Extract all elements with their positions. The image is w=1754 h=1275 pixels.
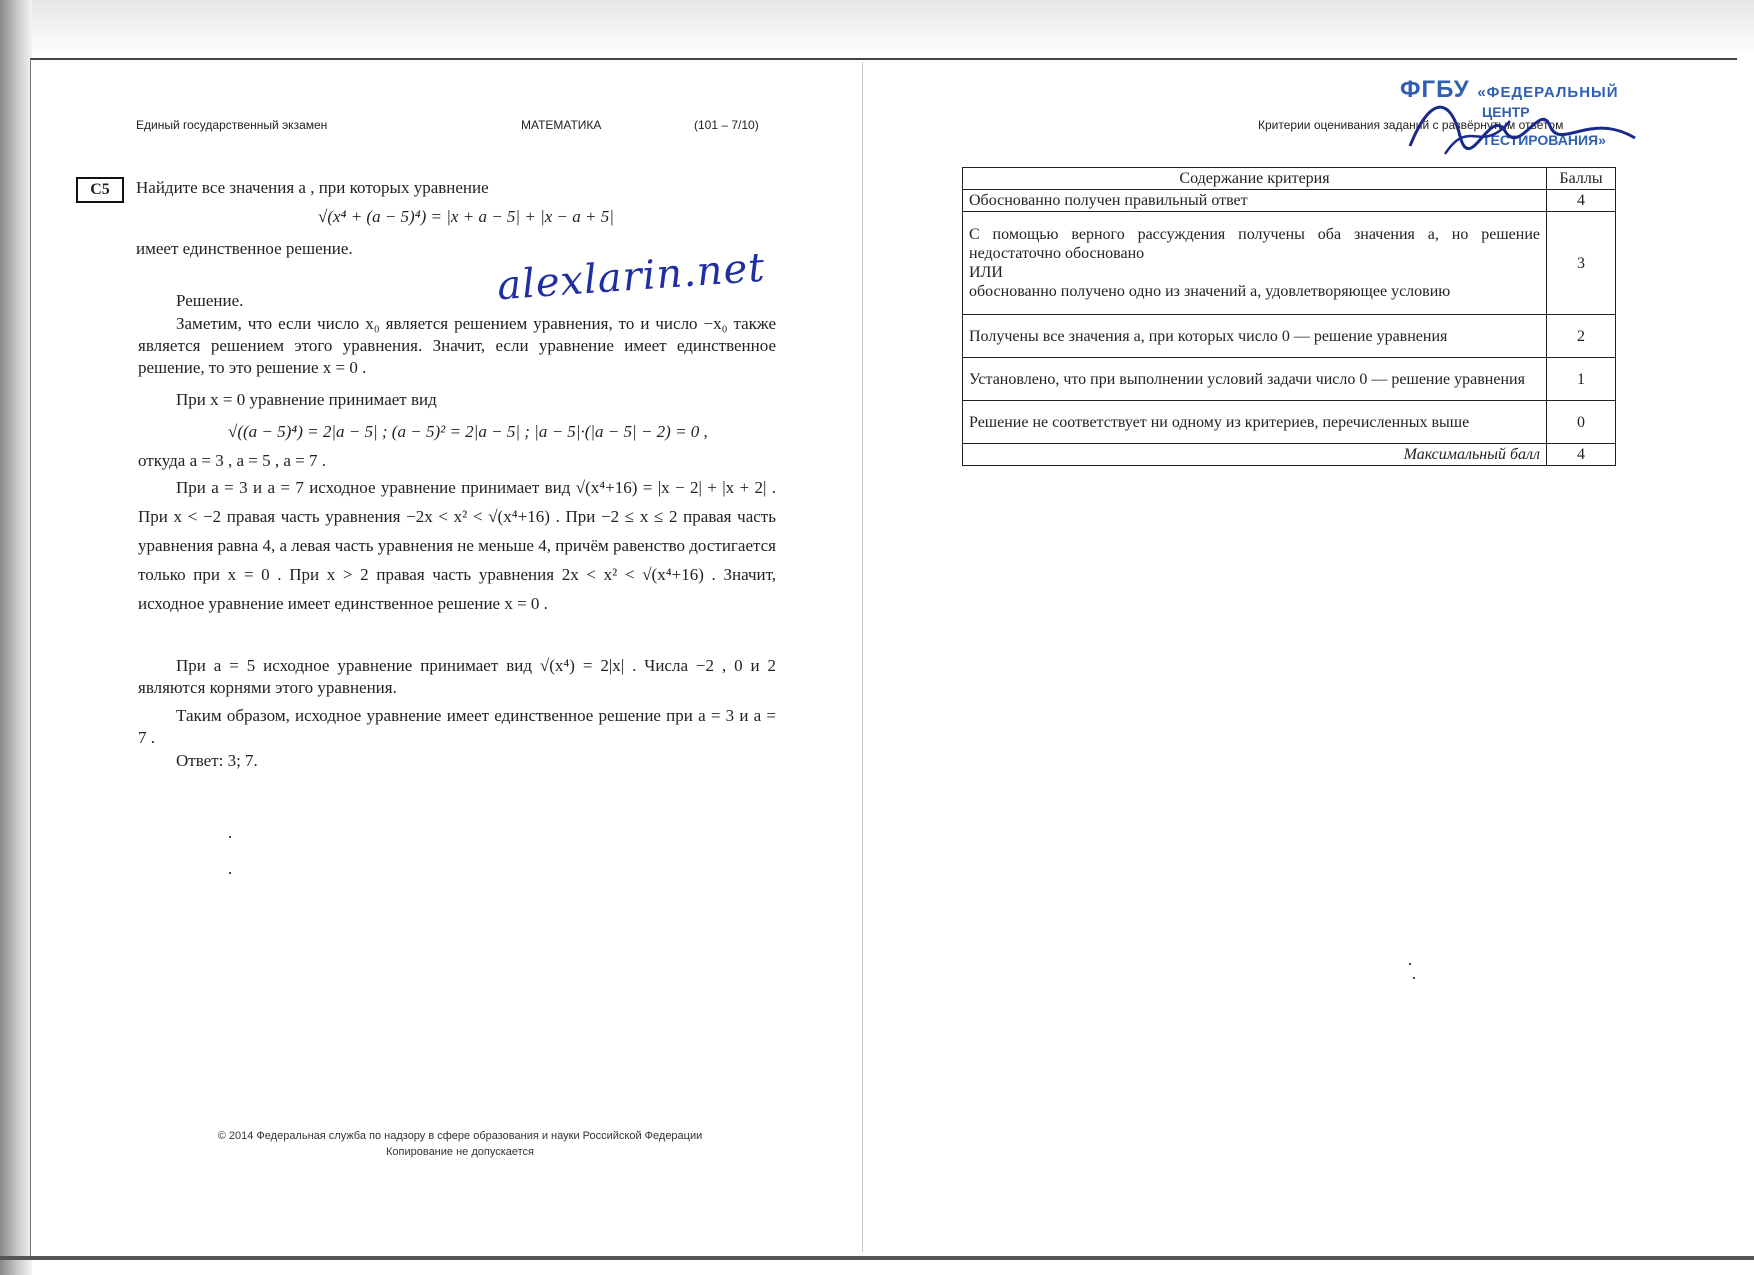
- solution-formula-a: √((a − 5)⁴) = 2|a − 5| ; (a − 5)² = 2|a − 5| ; |a − 5|·(|a − 5| − 2) = 0 ,: [228, 422, 708, 441]
- table-row: [963, 190, 1616, 212]
- page-fold-line: [862, 62, 863, 1252]
- table-header-score: Баллы: [1547, 168, 1616, 190]
- criterion-text: С помощью верного рассуждения получены оба значения a, но решение недостаточно обосновано ИЛИ обоснованно получено одно из значений a, удовлетворяющее условию: [963, 212, 1547, 315]
- table-max-row: [963, 444, 1616, 466]
- table-header-criterion: Содержание критерия: [963, 168, 1547, 190]
- task-equation: √(x⁴ + (a − 5)⁴) = |x + a − 5| + |x − a + 5|: [318, 207, 614, 226]
- stamp-line3: ТЕСТИРОВАНИЯ»: [1482, 132, 1606, 148]
- footer-copyright: © 2014 Федеральная служба по надзору в сфере образования и науки Российской Федерации: [217, 1130, 703, 1142]
- criterion-score: 1: [1547, 358, 1616, 401]
- task-condition: имеет единственное решение.: [136, 239, 353, 258]
- scan-speck: [1409, 963, 1411, 965]
- max-score-label: Максимальный балл: [963, 444, 1547, 466]
- scan-speck: [229, 836, 231, 838]
- task-number-badge: С5: [76, 177, 124, 203]
- criterion-score: 2: [1547, 315, 1616, 358]
- criterion-text: Получены все значения a, при которых число 0 — решение уравнения: [963, 315, 1547, 358]
- criterion-text: Решение не соответствует ни одному из критериев, перечисленных выше: [963, 401, 1547, 444]
- header-code: (101 – 7/10): [694, 118, 759, 132]
- table-row: [963, 212, 1616, 315]
- solution-paragraph-symmetry: Заметим, что если число x₀ является решением уравнения, то и число −x₀ также является решением этого уравнения. Значит, если уравнение имеет единственное решение, то это решение x = 0 .: [138, 314, 776, 377]
- footer-no-copy: Копирование не допускается: [385, 1146, 534, 1158]
- right-header: Критерии оценивания заданий с развёрнутым ответом: [1258, 118, 1564, 132]
- solution-a-values: откуда a = 3 , a = 5 , a = 7 .: [138, 451, 326, 470]
- stamp-org: ФГБУ «ФЕДЕРАЛЬНЫЙ: [1400, 76, 1619, 103]
- criterion-score: 3: [1547, 212, 1616, 315]
- stamp-line2: ЦЕНТР: [1482, 104, 1530, 120]
- table-header-row: [963, 168, 1616, 190]
- header-subject: МАТЕМАТИКА: [521, 118, 602, 132]
- scan-bottom-edge: [0, 1256, 1754, 1260]
- solution-x-zero: При x = 0 уравнение принимает вид: [176, 390, 437, 409]
- header-exam: Единый государственный экзамен: [136, 118, 328, 132]
- table-row: [963, 358, 1616, 401]
- solution-answer: Ответ: 3; 7.: [176, 751, 258, 770]
- table-row: [963, 401, 1616, 444]
- task-statement: Найдите все значения a , при которых уравнение: [136, 178, 489, 197]
- criterion-score: 4: [1547, 190, 1616, 212]
- scan-speck: [1413, 977, 1415, 979]
- signature-icon: [1390, 76, 1640, 166]
- criterion-text: Обоснованно получен правильный ответ: [963, 190, 1547, 212]
- solution-heading: Решение.: [176, 291, 244, 310]
- stamp-line1: «ФЕДЕРАЛЬНЫЙ: [1477, 84, 1619, 101]
- scan-top-shadow: [0, 0, 1754, 58]
- watermark-logo: alexlarin.net: [495, 244, 767, 310]
- criterion-score: 0: [1547, 401, 1616, 444]
- ftc-stamp: [1400, 76, 1620, 156]
- scan-left-shadow: [0, 0, 32, 1275]
- criterion-text: Установлено, что при выполнении условий задачи число 0 — решение уравнения: [963, 358, 1547, 401]
- solution-conclusion: Таким образом, исходное уравнение имеет единственное решение при a = 3 и a = 7 .: [138, 706, 776, 747]
- solution-paragraph-a5: При a = 5 исходное уравнение принимает вид √(x⁴) = 2|x| . Числа −2 , 0 и 2 являются корнями этого уравнения.: [138, 656, 776, 697]
- solution-paragraph-a3-a7: При a = 3 и a = 7 исходное уравнение принимает вид √(x⁴+16) = |x − 2| + |x + 2| . При x < −2 правая часть уравнения −2x < x² < √(x⁴+16) . При −2 ≤ x ≤ 2 правая часть уравнения равна 4, а левая часть уравнения не меньше 4, причём равенство достигается только при x = 0 . При x > 2 правая часть уравнения 2x < x² < √(x⁴+16) . Значит, исходное уравнение имеет единственное решение x = 0 .: [138, 478, 776, 613]
- max-score-value: 4: [1547, 444, 1616, 466]
- table-row: [963, 315, 1616, 358]
- criteria-table: [962, 167, 1616, 466]
- scan-speck: [229, 872, 231, 874]
